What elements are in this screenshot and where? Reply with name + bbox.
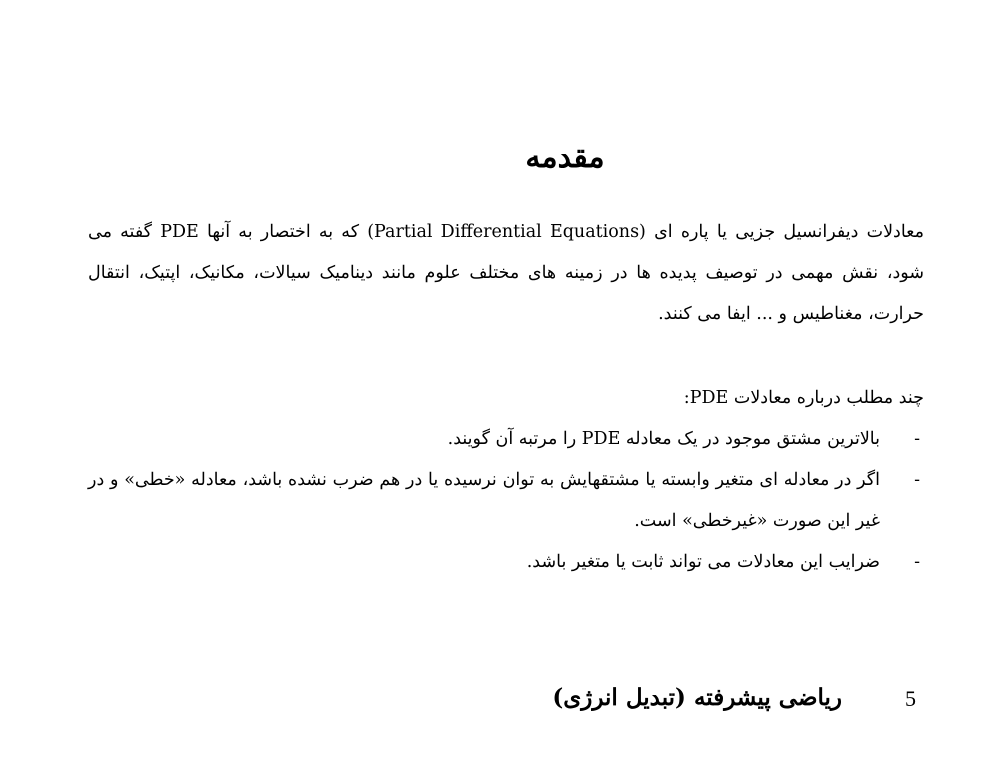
- book-title: ریاضی پیشرفته (تبدیل انرژی): [552, 684, 842, 711]
- bullet-dash: -: [914, 552, 920, 572]
- list-heading: چند مطلب درباره معادلات PDE:: [683, 388, 924, 408]
- list-item: [88, 542, 924, 583]
- list-item-text: بالاترین مشتق موجود در یک معادله PDE را مرتبه آن گویند.: [447, 429, 880, 449]
- list-item-text: ضرایب این معادلات می تواند ثابت یا متغیر باشد.: [526, 552, 880, 572]
- bullet-list: [88, 419, 924, 583]
- list-item: [88, 419, 924, 460]
- page-title: مقدمه: [525, 140, 605, 175]
- bullet-dash: -: [914, 429, 920, 449]
- bullet-dash: -: [914, 470, 920, 490]
- page-number: 5: [905, 686, 916, 711]
- page-footer: [540, 684, 930, 730]
- intro-paragraph: معادلات دیفرانسیل جزیی یا پاره ای (Partial Differential Equations) که به اختصار به آنها PDE گفته می شود، نقش مهمی در توصیف پدیده ها در زمینه های مختلف علوم مانند دینامیک سیالات، مکانیک، اپتیک، انتقال حرارت، مغناطیس و ... ایفا می کنند.: [88, 222, 924, 324]
- list-item-text: اگر در معادله ای متغیر وابسته یا مشتقهایش به توان نرسیده یا در هم ضرب نشده باشد، معادله «خطی» و در غیر این صورت «غیرخطی» است.: [88, 470, 880, 531]
- list-item: [88, 460, 924, 542]
